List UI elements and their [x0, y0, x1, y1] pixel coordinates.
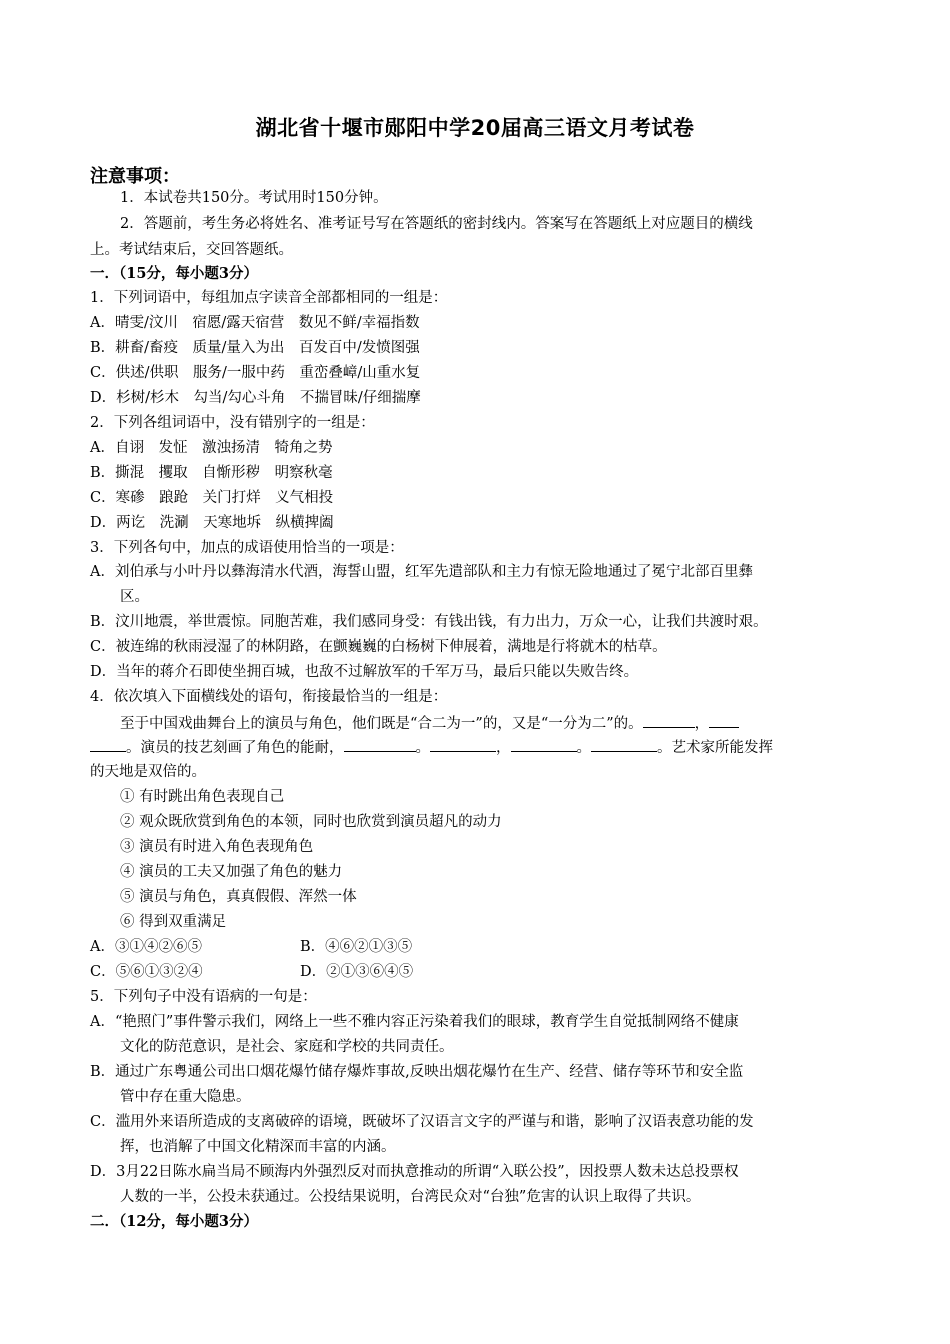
q4-option-c: C．⑤⑥①③②④: [90, 964, 203, 980]
section-2-heading: 二．（12分，每小题3分）: [90, 1213, 259, 1230]
q5-option-c-cont: 挥，也消解了中国文化精深而丰富的内涵。: [120, 1139, 396, 1155]
blank-2-end[interactable]: [90, 737, 126, 752]
q1-option-a: A．晴雯/汶川 宿愿/露天宿营 数见不鲜/幸福指数: [90, 315, 420, 331]
q4-sentence-2: ② 观众既欣赏到角色的本领，同时也欣赏到演员超凡的动力: [120, 814, 502, 830]
q3-option-a: A．刘伯承与小叶丹以彝海清水代酒，海誓山盟，红军先遣部队和主力有惊无险地通过了冕宁北部百里彝: [90, 564, 753, 580]
q4-option-a: A．③①④②⑥⑤: [90, 939, 202, 955]
q4-comma-2: ，: [496, 740, 511, 756]
exam-title: 湖北省十堰市郧阳中学20届高三语文月考试卷: [255, 116, 695, 140]
q1-stem: 1．下列词语中，每组加点字读音全部都相同的一组是：: [90, 290, 448, 306]
q1-option-c: C．供述/供职 服务/一服中药 重峦叠嶂/山重水复: [90, 365, 421, 381]
q5-option-d-cont: 人数的一半，公投未获通过。公投结果说明，台湾民众对“台独”危害的认识上取得了共识。: [120, 1189, 701, 1205]
blank-5[interactable]: [511, 737, 577, 752]
q4-period-1: 。: [415, 740, 430, 756]
q4-option-b: B．④⑥②①③⑤: [300, 939, 413, 955]
q4-passage-text-3: 。艺术家所能发挥: [657, 740, 773, 756]
q3-option-c: C．被连绵的秋雨浸湿了的林阴路，在颤巍巍的白杨树下伸展着，满地是行将就木的枯草。: [90, 639, 667, 655]
q3-option-a-cont: 区。: [120, 589, 149, 605]
section-1-heading: 一．（15分，每小题3分）: [90, 265, 259, 282]
q4-sentence-6: ⑥ 得到双重满足: [120, 914, 227, 930]
q1-option-d: D．杉树/杉木 勾当/勾心斗角 不揣冒昧/仔细揣摩: [90, 390, 421, 406]
q2-option-d: D．两讫 洗涮 天寒地坼 纵横捭阖: [90, 515, 334, 531]
q4-passage-text-1: 至于中国戏曲舞台上的演员与角色，他们既是“合二为一”的，又是“一分为二”的。: [120, 716, 643, 732]
q2-stem: 2．下列各组词语中，没有错别字的一组是：: [90, 415, 375, 431]
q2-option-c: C．寒碜 踉跄 关门打烊 义气相投: [90, 490, 334, 506]
q3-stem: 3．下列各句中，加点的成语使用恰当的一项是：: [90, 540, 404, 556]
blank-2-start[interactable]: [709, 713, 739, 728]
q2-option-b: B．撕混 攫取 自惭形秽 明察秋毫: [90, 465, 333, 481]
q4-passage-text-2: 。演员的技艺刻画了角色的能耐，: [126, 740, 344, 756]
q3-option-b: B．汶川地震，举世震惊。同胞苦难，我们感同身受：有钱出钱，有力出力，万众一心，让我们共渡时艰。: [90, 614, 768, 630]
notice-heading: 注意事项：: [90, 166, 180, 187]
blank-4[interactable]: [430, 737, 496, 752]
q5-option-a: A．“艳照门”事件警示我们，网络上一些不雅内容正污染着我们的眼球，教育学生自觉抵制网络不健康: [90, 1014, 739, 1030]
q5-option-b: B．通过广东粤通公司出口烟花爆竹储存爆炸事故,反映出烟花爆竹在生产、经营、储存等环节和安全监: [90, 1064, 744, 1080]
q5-stem: 5．下列句子中没有语病的一句是：: [90, 989, 317, 1005]
q4-stem: 4．依次填入下面横线处的语句，衔接最恰当的一组是：: [90, 689, 448, 705]
notice-item-2-cont: 上。考试结束后，交回答题纸。: [90, 242, 293, 258]
q4-comma: ，: [694, 716, 710, 732]
q4-option-d: D．②①③⑥④⑤: [300, 964, 414, 980]
q5-option-c: C．滥用外来语所造成的支离破碎的语境，既破坏了汉语言文字的严谨与和谐，影响了汉语表意功能的发: [90, 1114, 754, 1130]
notice-item-1: 1．本试卷共150分。考试用时150分钟。: [120, 190, 388, 206]
q4-period-2: 。: [576, 740, 591, 756]
q4-passage-line-2: [90, 737, 773, 758]
q1-option-b: B．耕畜/畜疫 质量/量入为出 百发百中/发愤图强: [90, 340, 420, 356]
notice-item-2: 2．答题前，考生务必将姓名、准考证号写在答题纸的密封线内。答案写在答题纸上对应题目的横线: [120, 216, 753, 232]
q4-passage-line-3: 的天地是双倍的。: [90, 764, 206, 780]
q5-option-a-cont: 文化的防范意识，是社会、家庭和学校的共同责任。: [120, 1039, 454, 1055]
q5-option-b-cont: 管中存在重大隐患。: [120, 1089, 251, 1105]
q3-option-d: D．当年的蒋介石即使坐拥百城，也敌不过解放军的千军万马，最后只能以失败告终。: [90, 664, 639, 680]
blank-1[interactable]: [643, 713, 695, 728]
q4-passage-line-1: [120, 713, 739, 734]
q4-sentence-4: ④ 演员的工夫又加强了角色的魅力: [120, 864, 343, 880]
q5-option-d: D．3月22日陈水扁当局不顾海内外强烈反对而执意推动的所谓“入联公投”，因投票人数未达总投票权: [90, 1164, 739, 1180]
blank-3[interactable]: [344, 737, 416, 752]
q4-sentence-3: ③ 演员有时进入角色表现角色: [120, 839, 314, 855]
blank-6[interactable]: [591, 737, 657, 752]
q2-option-a: A．自诩 发怔 激浊扬清 犄角之势: [90, 440, 333, 456]
q4-sentence-5: ⑤ 演员与角色，真真假假、浑然一体: [120, 889, 357, 905]
q4-sentence-1: ① 有时跳出角色表现自己: [120, 789, 285, 805]
